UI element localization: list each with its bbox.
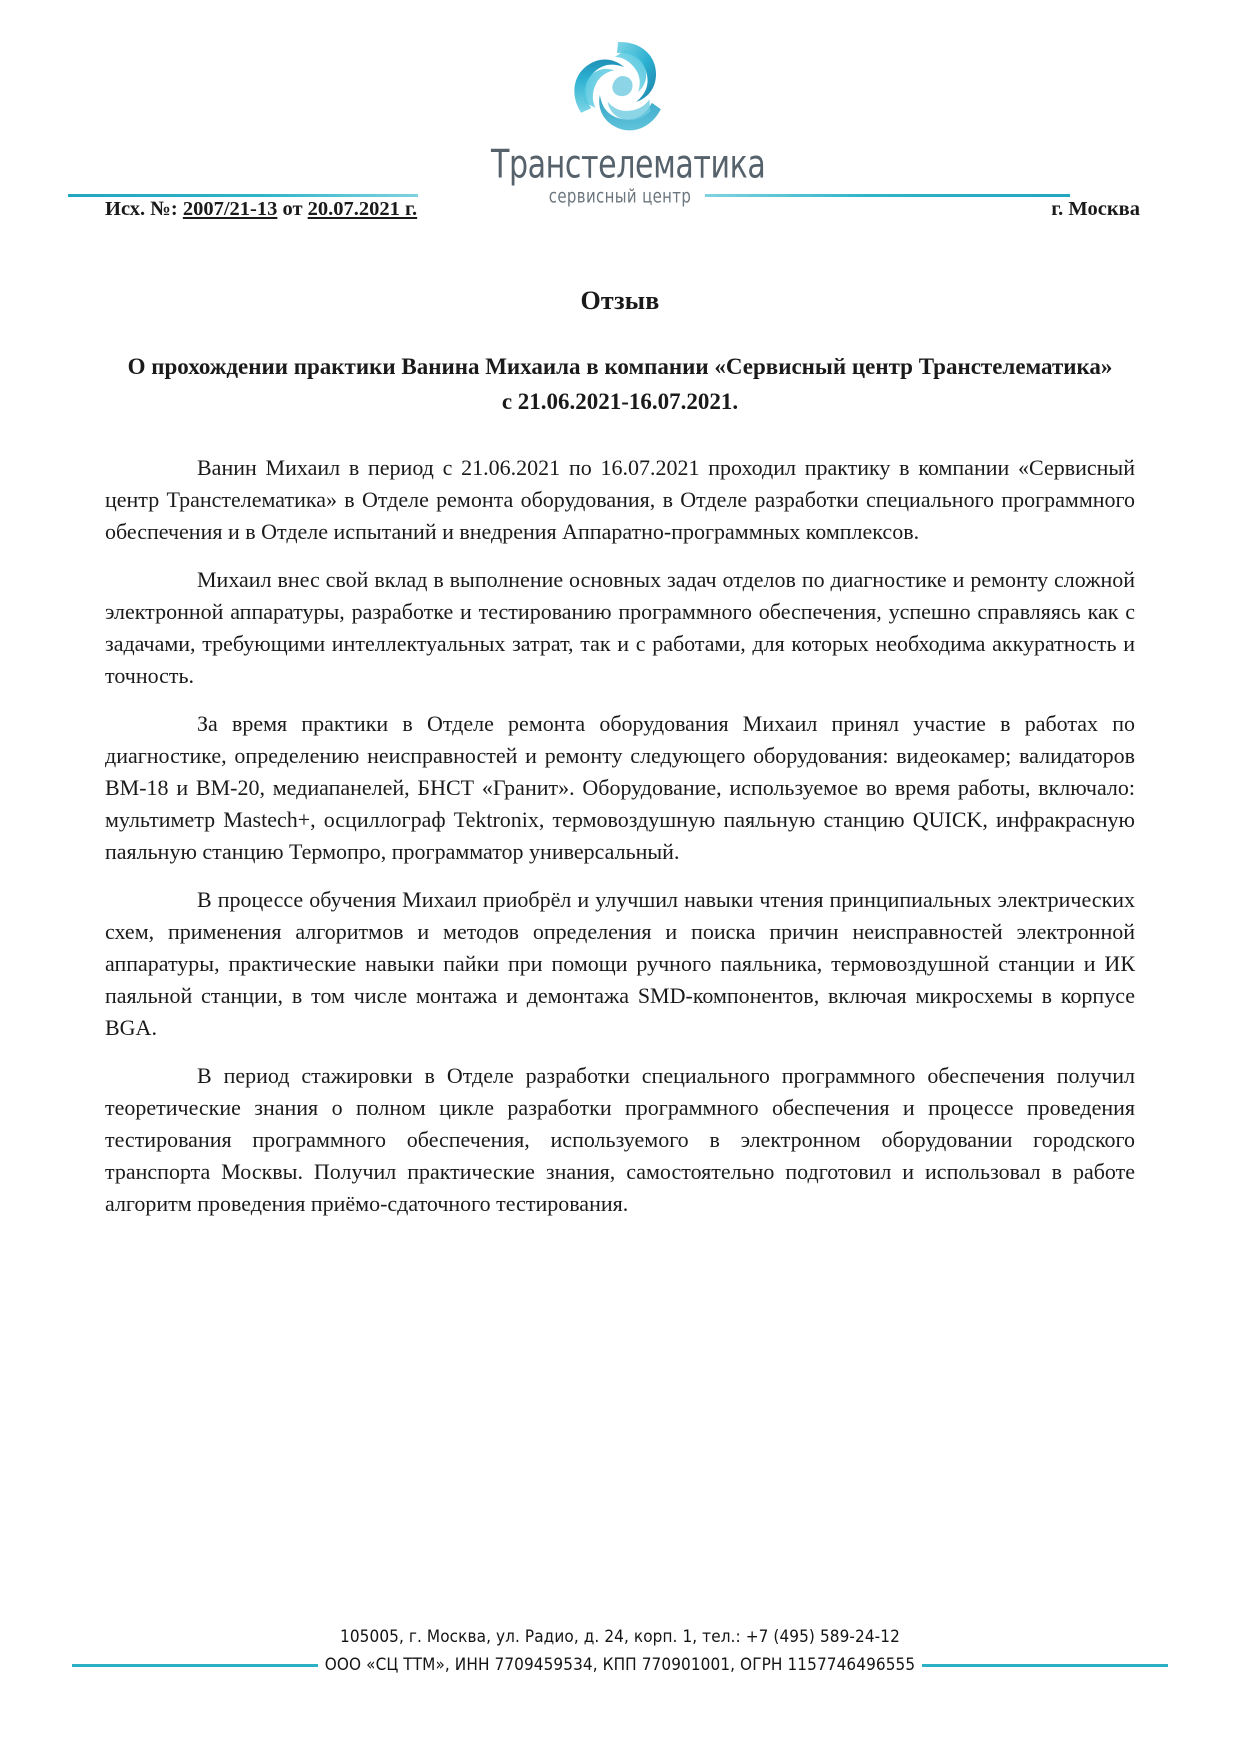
- footer-contact-block: [292, 1624, 948, 1679]
- company-name: Транстелематика: [491, 142, 766, 188]
- document-body: [105, 286, 1135, 1220]
- page-footer: [0, 1624, 1240, 1716]
- reference-label: Исх. №:: [105, 198, 183, 220]
- footer-rule-left: [72, 1664, 318, 1667]
- body-paragraph: Ванин Михаил в период с 21.06.2021 по 16.07.2021 проходил практику в компании «Сервисный центр Транстелематика» в Отделе ремонта оборудования, в Отделе разработки специального программного обеспечения и в Отделе испытаний и внедрения Аппаратно-программных комплексов.: [105, 454, 1135, 544]
- body-paragraph: Михаил внес свой вклад в выполнение основных задач отделов по диагностике и ремонту сложной электронной аппаратуры, разработке и тестированию программного обеспечения, успешно справляясь как с задачами, требующими интеллектуальных затрат, так и с работами, для которых необходима аккуратность и точность.: [105, 566, 1135, 688]
- footer-legal-line: ООО «СЦ ТТМ», ИНН 7709459534, КПП 770901001, ОГРН 1157746496555: [324, 1654, 916, 1675]
- body-paragraph: За время практики в Отделе ремонта оборудования Михаил принял участие в работах по диагностике, определению неисправностей и ремонту следующего оборудования: видеокамер; валидаторов ВМ-18 и ВМ-20, медиапанелей, БНСТ «Гранит». Оборудование, используемое во время работы, включало: мультиметр Mastech+, осциллограф Tektronix, термовоздушную паяльную станцию QUICK, инфракрасную паяльную станцию Термопро, программатор универсальный.: [105, 710, 1135, 864]
- footer-address-line: 105005, г. Москва, ул. Радио, д. 24, корп. 1, тел.: +7 (495) 589-24-12: [340, 1627, 900, 1647]
- letterhead: [0, 34, 1240, 208]
- header-rule-left: [68, 194, 418, 197]
- reference-city: г. Москва: [1051, 198, 1140, 220]
- company-logo: [470, 34, 770, 206]
- header-rule-right: [705, 194, 1070, 197]
- footer-rule-right: [922, 1664, 1168, 1667]
- reference-row: [105, 198, 1140, 221]
- document-title: Отзыв: [580, 286, 660, 315]
- body-paragraph: В период стажировки в Отделе разработки специального программного обеспечения получил теоретические знания о полном цикле разработки программного обеспечения и процессе проведения тестирования программного обеспечения, используемого в электронном оборудовании городского транспорта Москвы. Получил практические знания, самостоятельно подготовил и использовал в работе алгоритм проведения приёмо-сдаточного тестирования.: [105, 1062, 1135, 1216]
- company-tagline: сервисный центр: [548, 186, 692, 208]
- reference-date: 20.07.2021 г.: [307, 198, 418, 220]
- transtelematika-swirl-logo-icon: [556, 34, 684, 144]
- reference-separator: от: [277, 198, 308, 220]
- body-paragraph: В процессе обучения Михаил приобрёл и улучшил навыки чтения принципиальных электрических схем, применения алгоритмов и методов определения и поиска причин неисправностей электронной аппаратуры, практические навыки пайки при помощи ручного паяльника, термовоздушной станции и ИК паяльной станции, в том числе монтажа и демонтажа SMD-компонентов, включая микросхемы в корпусе BGA.: [105, 886, 1135, 1040]
- reference-number-line: [105, 198, 417, 221]
- reference-number: 2007/21-13: [182, 198, 278, 220]
- document-subtitle: О прохождении практики Ванина Михаила в компании «Сервисный центр Транстелематика» с 21.06.2021-16.07.2021.: [127, 354, 1113, 414]
